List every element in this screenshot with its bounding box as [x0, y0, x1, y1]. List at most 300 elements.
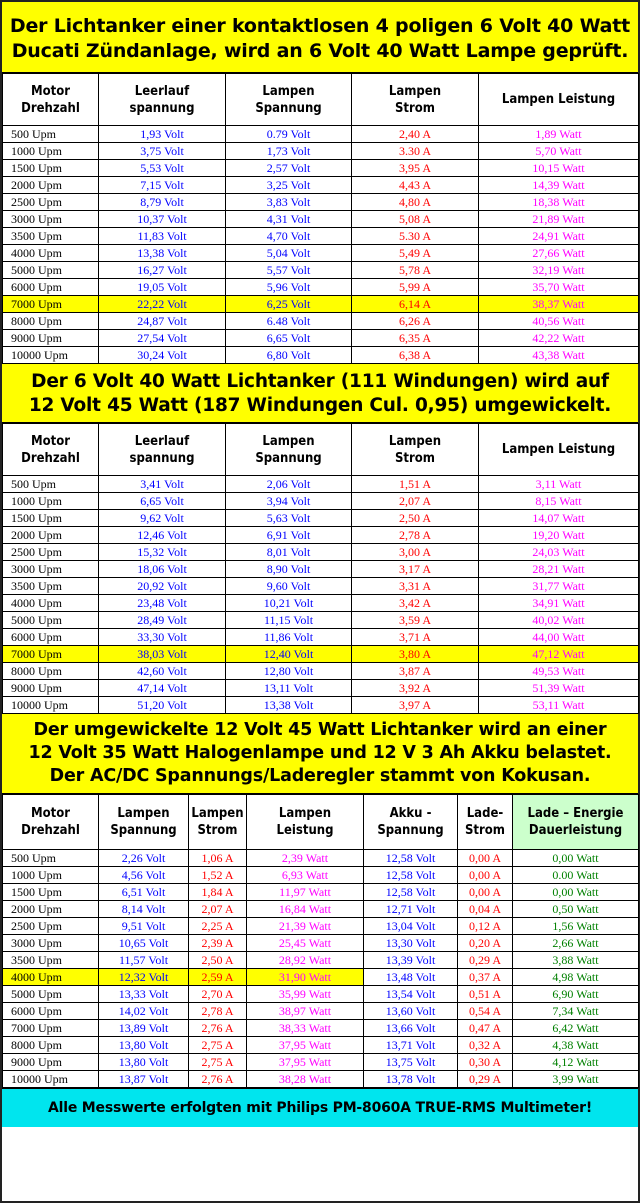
value-cell: 4,43 A: [352, 177, 479, 194]
table-row: [3, 279, 639, 296]
value-cell: 13,33 Volt: [99, 986, 189, 1003]
table-row: [3, 194, 639, 211]
value-cell: 6,14 A: [352, 296, 479, 313]
value-cell: 38,03 Volt: [99, 646, 226, 663]
table-row: [3, 330, 639, 347]
value-cell: 33,30 Volt: [99, 629, 226, 646]
value-cell: 3,88 Watt: [513, 952, 639, 969]
value-cell: 5,70 Watt: [479, 143, 639, 160]
value-cell: 18,38 Watt: [479, 194, 639, 211]
value-cell: 35,70 Watt: [479, 279, 639, 296]
value-cell: 2,78 A: [352, 527, 479, 544]
table-row: [3, 228, 639, 245]
table-row: [3, 935, 639, 952]
value-cell: 1,51 A: [352, 476, 479, 493]
value-cell: 42,22 Watt: [479, 330, 639, 347]
table3-body: [3, 850, 639, 1088]
table-row: [3, 1020, 639, 1037]
value-cell: 14,07 Watt: [479, 510, 639, 527]
value-cell: 12,80 Volt: [226, 663, 352, 680]
rpm-cell: 1500 Upm: [3, 884, 99, 901]
rpm-cell: 2500 Upm: [3, 544, 99, 561]
value-cell: 13,11 Volt: [226, 680, 352, 697]
value-cell: 2,25 A: [189, 918, 247, 935]
value-cell: 18,06 Volt: [99, 561, 226, 578]
value-cell: 12,58 Volt: [364, 884, 458, 901]
value-cell: 44,00 Watt: [479, 629, 639, 646]
value-cell: 24,87 Volt: [99, 313, 226, 330]
rpm-cell: 6000 Upm: [3, 1003, 99, 1020]
value-cell: 1,56 Watt: [513, 918, 639, 935]
value-cell: 13,89 Volt: [99, 1020, 189, 1037]
rpm-cell: 9000 Upm: [3, 1054, 99, 1071]
value-cell: 13,38 Volt: [226, 697, 352, 714]
banner-line: Ducati Zündanlage, wird an 6 Volt 40 Watt Lampe geprüft.: [11, 40, 629, 62]
value-cell: 14,02 Volt: [99, 1003, 189, 1020]
table1-body: [3, 126, 639, 364]
rpm-cell: 7000 Upm: [3, 1020, 99, 1037]
value-cell: 38,37 Watt: [479, 296, 639, 313]
value-cell: 3,25 Volt: [226, 177, 352, 194]
value-cell: 2,76 A: [189, 1071, 247, 1088]
value-cell: 2,78 A: [189, 1003, 247, 1020]
value-cell: 30,24 Volt: [99, 347, 226, 364]
rpm-cell: 5000 Upm: [3, 262, 99, 279]
value-cell: 1,93 Volt: [99, 126, 226, 143]
value-cell: 3,00 A: [352, 544, 479, 561]
header-lade-energie: Lade – Energie Dauerleistung: [513, 795, 639, 850]
rpm-cell: 1000 Upm: [3, 143, 99, 160]
value-cell: 47,14 Volt: [99, 680, 226, 697]
value-cell: 3,17 A: [352, 561, 479, 578]
value-cell: 2,07 A: [189, 901, 247, 918]
rpm-cell: 2500 Upm: [3, 194, 99, 211]
table-row: [3, 510, 639, 527]
value-cell: 42,60 Volt: [99, 663, 226, 680]
table-row: [3, 544, 639, 561]
value-cell: 2,75 A: [189, 1037, 247, 1054]
header-akku-spannung: Akku - Spannung: [364, 795, 458, 850]
banner-line: Der AC/DC Spannungs/Laderegler stammt von Kokusan.: [49, 766, 591, 786]
value-cell: 28,49 Volt: [99, 612, 226, 629]
rpm-cell: 9000 Upm: [3, 680, 99, 697]
table-row: [3, 697, 639, 714]
value-cell: 6,26 A: [352, 313, 479, 330]
value-cell: 13,80 Volt: [99, 1037, 189, 1054]
value-cell: 15,32 Volt: [99, 544, 226, 561]
value-cell: 12,71 Volt: [364, 901, 458, 918]
rpm-cell: 4000 Upm: [3, 595, 99, 612]
value-cell: 2,39 A: [189, 935, 247, 952]
value-cell: 13,48 Volt: [364, 969, 458, 986]
value-cell: 1,06 A: [189, 850, 247, 867]
value-cell: 2,59 A: [189, 969, 247, 986]
table-row: [3, 160, 639, 177]
value-cell: 12,40 Volt: [226, 646, 352, 663]
table-row: [3, 867, 639, 884]
table-row: [3, 126, 639, 143]
rpm-cell: 500 Upm: [3, 476, 99, 493]
value-cell: 12,46 Volt: [99, 527, 226, 544]
rpm-cell: 10000 Upm: [3, 1071, 99, 1088]
rpm-cell: 7000 Upm: [3, 646, 99, 663]
value-cell: 2,75 A: [189, 1054, 247, 1071]
rpm-cell: 5000 Upm: [3, 986, 99, 1003]
value-cell: 13,39 Volt: [364, 952, 458, 969]
value-cell: 23,48 Volt: [99, 595, 226, 612]
value-cell: 3,42 A: [352, 595, 479, 612]
table-header-row: [3, 424, 639, 476]
value-cell: 11,57 Volt: [99, 952, 189, 969]
rpm-cell: 8000 Upm: [3, 1037, 99, 1054]
value-cell: 4,70 Volt: [226, 228, 352, 245]
value-cell: 10,21 Volt: [226, 595, 352, 612]
rpm-cell: 2000 Upm: [3, 527, 99, 544]
table-rewound-12v: [2, 423, 639, 714]
value-cell: 8,90 Volt: [226, 561, 352, 578]
value-cell: 5,99 A: [352, 279, 479, 296]
value-cell: 4,80 A: [352, 194, 479, 211]
banner-halogen-battery: [2, 714, 638, 794]
value-cell: 13,60 Volt: [364, 1003, 458, 1020]
rpm-cell: 5000 Upm: [3, 612, 99, 629]
header-lampen-spannung: Lampen Spannung: [226, 424, 352, 476]
rpm-cell: 2000 Upm: [3, 177, 99, 194]
table2-body: [3, 476, 639, 714]
rpm-cell: 7000 Upm: [3, 296, 99, 313]
value-cell: 12,58 Volt: [364, 867, 458, 884]
value-cell: 3,31 A: [352, 578, 479, 595]
table-row: [3, 646, 639, 663]
value-cell: 0,29 A: [458, 952, 513, 969]
value-cell: 6,90 Watt: [513, 986, 639, 1003]
value-cell: 3,99 Watt: [513, 1071, 639, 1088]
table-row: [3, 578, 639, 595]
table-row: [3, 211, 639, 228]
value-cell: 32,19 Watt: [479, 262, 639, 279]
value-cell: 51,20 Volt: [99, 697, 226, 714]
rpm-cell: 8000 Upm: [3, 313, 99, 330]
header-lampen-leistung: Lampen Leistung: [479, 424, 639, 476]
value-cell: 9,62 Volt: [99, 510, 226, 527]
value-cell: 9,51 Volt: [99, 918, 189, 935]
rpm-cell: 1500 Upm: [3, 510, 99, 527]
banner-line: 12 Volt 35 Watt Halogenlampe und 12 V 3 Ah Akku belastet.: [28, 743, 612, 763]
rpm-cell: 6000 Upm: [3, 629, 99, 646]
table-row: [3, 663, 639, 680]
banner-line: Der umgewickelte 12 Volt 45 Watt Lichtanker wird an einer: [33, 720, 607, 740]
footer-text: Alle Messwerte erfolgten mit Philips PM-8060A TRUE-RMS Multimeter!: [47, 1100, 593, 1116]
value-cell: 7,15 Volt: [99, 177, 226, 194]
value-cell: 5,57 Volt: [226, 262, 352, 279]
value-cell: 14,39 Watt: [479, 177, 639, 194]
table-row: [3, 595, 639, 612]
value-cell: 13,38 Volt: [99, 245, 226, 262]
rpm-cell: 500 Upm: [3, 850, 99, 867]
banner-line: Der Lichtanker einer kontaktlosen 4 poligen 6 Volt 40 Watt: [9, 15, 631, 37]
value-cell: 43,38 Watt: [479, 347, 639, 364]
value-cell: 13,71 Volt: [364, 1037, 458, 1054]
value-cell: 6,42 Watt: [513, 1020, 639, 1037]
value-cell: 1,73 Volt: [226, 143, 352, 160]
value-cell: 0,00 Watt: [513, 850, 639, 867]
value-cell: 4,38 Watt: [513, 1037, 639, 1054]
value-cell: 16,27 Volt: [99, 262, 226, 279]
value-cell: 24,91 Watt: [479, 228, 639, 245]
value-cell: 3.30 A: [352, 143, 479, 160]
value-cell: 8,01 Volt: [226, 544, 352, 561]
rpm-cell: 6000 Upm: [3, 279, 99, 296]
value-cell: 11,15 Volt: [226, 612, 352, 629]
value-cell: 4,12 Watt: [513, 1054, 639, 1071]
rpm-cell: 4000 Upm: [3, 969, 99, 986]
table-row: [3, 680, 639, 697]
value-cell: 6,65 Volt: [226, 330, 352, 347]
rpm-cell: 500 Upm: [3, 126, 99, 143]
value-cell: 0,30 A: [458, 1054, 513, 1071]
value-cell: 6,51 Volt: [99, 884, 189, 901]
value-cell: 51,39 Watt: [479, 680, 639, 697]
value-cell: 3,92 A: [352, 680, 479, 697]
table-row: [3, 952, 639, 969]
header-lampen-strom: Lampen Strom: [189, 795, 247, 850]
value-cell: 6.48 Volt: [226, 313, 352, 330]
rpm-cell: 3500 Upm: [3, 578, 99, 595]
value-cell: 10,15 Watt: [479, 160, 639, 177]
header-lampen-leistung: Lampen Leistung: [479, 74, 639, 126]
value-cell: 5.30 A: [352, 228, 479, 245]
value-cell: 0,00 A: [458, 850, 513, 867]
banner-line: 12 Volt 45 Watt (187 Windungen Cul. 0,95) umgewickelt.: [28, 395, 612, 416]
rpm-cell: 8000 Upm: [3, 663, 99, 680]
value-cell: 2,40 A: [352, 126, 479, 143]
rpm-cell: 1000 Upm: [3, 867, 99, 884]
value-cell: 6,38 A: [352, 347, 479, 364]
value-cell: 5,63 Volt: [226, 510, 352, 527]
value-cell: 7,34 Watt: [513, 1003, 639, 1020]
value-cell: 31,90 Watt: [247, 969, 364, 986]
value-cell: 0,37 A: [458, 969, 513, 986]
table-row: [3, 884, 639, 901]
rpm-cell: 3000 Upm: [3, 935, 99, 952]
table-row: [3, 901, 639, 918]
value-cell: 0,29 A: [458, 1071, 513, 1088]
rpm-cell: 3500 Upm: [3, 228, 99, 245]
value-cell: 11,83 Volt: [99, 228, 226, 245]
header-motor-drehzahl: Motor Drehzahl: [3, 424, 99, 476]
value-cell: 0,12 A: [458, 918, 513, 935]
value-cell: 11,97 Watt: [247, 884, 364, 901]
value-cell: 37,95 Watt: [247, 1054, 364, 1071]
value-cell: 19,20 Watt: [479, 527, 639, 544]
value-cell: 5,08 A: [352, 211, 479, 228]
table-row: [3, 1054, 639, 1071]
value-cell: 31,77 Watt: [479, 578, 639, 595]
table-row: [3, 347, 639, 364]
value-cell: 13,75 Volt: [364, 1054, 458, 1071]
value-cell: 38,33 Watt: [247, 1020, 364, 1037]
value-cell: 13,66 Volt: [364, 1020, 458, 1037]
value-cell: 25,45 Watt: [247, 935, 364, 952]
value-cell: 0.79 Volt: [226, 126, 352, 143]
table-header-row: [3, 795, 639, 850]
value-cell: 22,22 Volt: [99, 296, 226, 313]
value-cell: 2,76 A: [189, 1020, 247, 1037]
table-row: [3, 1003, 639, 1020]
value-cell: 2,39 Watt: [247, 850, 364, 867]
value-cell: 2,66 Watt: [513, 935, 639, 952]
banner-ducati-test: [2, 2, 638, 73]
value-cell: 9,60 Volt: [226, 578, 352, 595]
header-lampen-strom: Lampen Strom: [352, 424, 479, 476]
banner-line: Der 6 Volt 40 Watt Lichtanker (111 Windungen) wird auf: [31, 371, 609, 392]
value-cell: 21,89 Watt: [479, 211, 639, 228]
value-cell: 3,71 A: [352, 629, 479, 646]
value-cell: 3,11 Watt: [479, 476, 639, 493]
table-row: [3, 476, 639, 493]
value-cell: 6,35 A: [352, 330, 479, 347]
value-cell: 0,47 A: [458, 1020, 513, 1037]
header-lampen-strom: Lampen Strom: [352, 74, 479, 126]
table-row: [3, 313, 639, 330]
value-cell: 1,89 Watt: [479, 126, 639, 143]
value-cell: 4,98 Watt: [513, 969, 639, 986]
value-cell: 3,95 A: [352, 160, 479, 177]
value-cell: 6,91 Volt: [226, 527, 352, 544]
value-cell: 40,56 Watt: [479, 313, 639, 330]
header-lampen-spannung: Lampen Spannung: [226, 74, 352, 126]
value-cell: 5,04 Volt: [226, 245, 352, 262]
value-cell: 1,52 A: [189, 867, 247, 884]
rpm-cell: 1500 Upm: [3, 160, 99, 177]
table-stock-6v: [2, 73, 639, 364]
value-cell: 47,12 Watt: [479, 646, 639, 663]
value-cell: 3,87 A: [352, 663, 479, 680]
rpm-cell: 9000 Upm: [3, 330, 99, 347]
rpm-cell: 3000 Upm: [3, 211, 99, 228]
table-row: [3, 986, 639, 1003]
value-cell: 8,14 Volt: [99, 901, 189, 918]
value-cell: 11,86 Volt: [226, 629, 352, 646]
rpm-cell: 10000 Upm: [3, 347, 99, 364]
value-cell: 0,54 A: [458, 1003, 513, 1020]
value-cell: 6,80 Volt: [226, 347, 352, 364]
value-cell: 2,50 A: [352, 510, 479, 527]
value-cell: 3,41 Volt: [99, 476, 226, 493]
value-cell: 6,65 Volt: [99, 493, 226, 510]
value-cell: 8,15 Watt: [479, 493, 639, 510]
rpm-cell: 2500 Upm: [3, 918, 99, 935]
value-cell: 28,92 Watt: [247, 952, 364, 969]
value-cell: 13,80 Volt: [99, 1054, 189, 1071]
value-cell: 4,56 Volt: [99, 867, 189, 884]
table-row: [3, 245, 639, 262]
value-cell: 8,79 Volt: [99, 194, 226, 211]
table-row: [3, 1037, 639, 1054]
rpm-cell: 1000 Upm: [3, 493, 99, 510]
value-cell: 13,87 Volt: [99, 1071, 189, 1088]
table-row: [3, 561, 639, 578]
value-cell: 37,95 Watt: [247, 1037, 364, 1054]
rpm-cell: 3000 Upm: [3, 561, 99, 578]
value-cell: 12,58 Volt: [364, 850, 458, 867]
value-cell: 3,75 Volt: [99, 143, 226, 160]
table-row: [3, 850, 639, 867]
table-row: [3, 969, 639, 986]
value-cell: 19,05 Volt: [99, 279, 226, 296]
value-cell: 0.00 Watt: [513, 867, 639, 884]
value-cell: 5,53 Volt: [99, 160, 226, 177]
value-cell: 5,49 A: [352, 245, 479, 262]
table-row: [3, 612, 639, 629]
value-cell: 2,50 A: [189, 952, 247, 969]
value-cell: 27,54 Volt: [99, 330, 226, 347]
header-lampen-leistung: Lampen Leistung: [247, 795, 364, 850]
value-cell: 0,32 A: [458, 1037, 513, 1054]
value-cell: 1,84 A: [189, 884, 247, 901]
value-cell: 0,50 Watt: [513, 901, 639, 918]
header-motor-drehzahl: Motor Drehzahl: [3, 795, 99, 850]
value-cell: 40,02 Watt: [479, 612, 639, 629]
value-cell: 21,39 Watt: [247, 918, 364, 935]
table-row: [3, 296, 639, 313]
table-row: [3, 262, 639, 279]
header-lade-strom: Lade- Strom: [458, 795, 513, 850]
table-row: [3, 493, 639, 510]
value-cell: 0,00 A: [458, 867, 513, 884]
value-cell: 13,04 Volt: [364, 918, 458, 935]
value-cell: 34,91 Watt: [479, 595, 639, 612]
value-cell: 3,94 Volt: [226, 493, 352, 510]
header-leerlauf-spannung: Leerlauf spannung: [99, 74, 226, 126]
value-cell: 27,66 Watt: [479, 245, 639, 262]
value-cell: 3,83 Volt: [226, 194, 352, 211]
header-motor-drehzahl: Motor Drehzahl: [3, 74, 99, 126]
value-cell: 2,26 Volt: [99, 850, 189, 867]
table-row: [3, 527, 639, 544]
value-cell: 35,99 Watt: [247, 986, 364, 1003]
value-cell: 3,80 A: [352, 646, 479, 663]
header-lampen-spannung: Lampen Spannung: [99, 795, 189, 850]
footer-note: [2, 1088, 638, 1127]
value-cell: 13,30 Volt: [364, 935, 458, 952]
value-cell: 0,00 Watt: [513, 884, 639, 901]
header-leerlauf-spannung: Leerlauf spannung: [99, 424, 226, 476]
value-cell: 0,51 A: [458, 986, 513, 1003]
rpm-cell: 4000 Upm: [3, 245, 99, 262]
value-cell: 38,97 Watt: [247, 1003, 364, 1020]
value-cell: 20,92 Volt: [99, 578, 226, 595]
table-row: [3, 143, 639, 160]
value-cell: 2,70 A: [189, 986, 247, 1003]
value-cell: 13,54 Volt: [364, 986, 458, 1003]
value-cell: 0,04 A: [458, 901, 513, 918]
value-cell: 10,37 Volt: [99, 211, 226, 228]
value-cell: 3,59 A: [352, 612, 479, 629]
value-cell: 38,28 Watt: [247, 1071, 364, 1088]
value-cell: 6,93 Watt: [247, 867, 364, 884]
table-halogen-battery: [2, 794, 639, 1088]
value-cell: 10,65 Volt: [99, 935, 189, 952]
table-row: [3, 629, 639, 646]
value-cell: 5,78 A: [352, 262, 479, 279]
value-cell: 13,78 Volt: [364, 1071, 458, 1088]
value-cell: 28,21 Watt: [479, 561, 639, 578]
value-cell: 6,25 Volt: [226, 296, 352, 313]
table-row: [3, 1071, 639, 1088]
value-cell: 4,31 Volt: [226, 211, 352, 228]
value-cell: 0,20 A: [458, 935, 513, 952]
